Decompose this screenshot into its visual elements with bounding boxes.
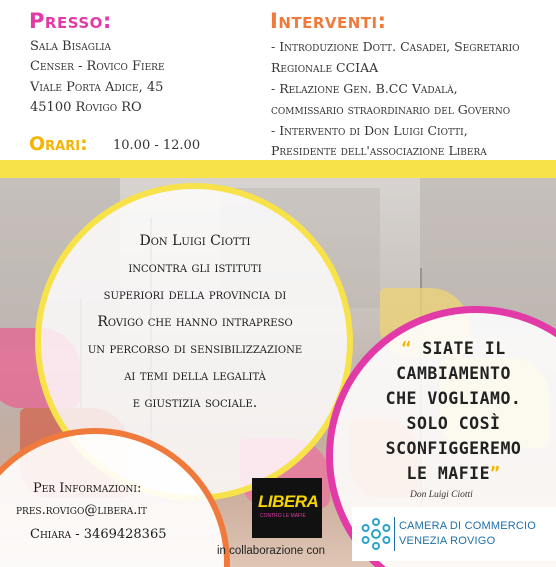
info-heading: Per Informazioni:	[33, 481, 142, 496]
contact-email[interactable]: pres.rovigo@libera.it	[16, 503, 148, 518]
orari-time: 10.00 - 12.00	[113, 138, 201, 153]
chamber-emblem-icon	[356, 514, 396, 554]
quote-close-mark: ”	[490, 464, 501, 483]
interventi-line: Presidente dell'associazione Libera	[271, 143, 487, 158]
main-message-line: un percorso di sensibilizzazione	[87, 341, 303, 357]
libera-logo	[252, 478, 322, 538]
interventi-line: Regionale CCIAA	[271, 60, 379, 75]
quote-line: CHE VOGLIAMO.	[385, 389, 522, 408]
venue-name: Sala Bisaglia	[30, 39, 112, 54]
presso-heading: Presso:	[29, 9, 112, 33]
interventi-line: commissario straordinario del Governo	[271, 102, 511, 117]
quote-line: SCONFIGGEREMO	[385, 439, 522, 458]
quote-line: SOLO COSÌ	[406, 414, 501, 433]
quote-line: CAMBIAMENTO	[396, 364, 511, 383]
event-details-section	[0, 0, 556, 160]
interventi-line: - Intervento di Don Luigi Ciotti,	[271, 123, 468, 138]
interventi-line: - Relazione Gen. B.CC Vadalà,	[271, 81, 458, 96]
venue-street: Viale Porta Adice, 45	[30, 80, 164, 95]
main-message-line: incontra gli istituti	[128, 260, 262, 276]
venue-city: 45100 Rovigo RO	[30, 100, 142, 115]
interventi-line: - Introduzione Dott. Casadei, Segretario	[271, 39, 520, 54]
interventi-heading: Interventi:	[270, 9, 387, 33]
contact-phone[interactable]: Chiara - 3469428365	[30, 527, 167, 542]
main-message-line: e giustizia sociale.	[132, 395, 258, 411]
libera-logo-subtitle: CONTRO LE MAFIE	[260, 513, 306, 519]
collaboration-text: in collaborazione con	[217, 545, 326, 557]
quote-line: LE MAFIE	[406, 464, 491, 483]
quote-open-mark: “	[401, 339, 412, 358]
main-message-line: ai temi della legalità	[124, 368, 266, 384]
orari-heading: Orari:	[29, 133, 88, 155]
quote-block	[351, 336, 556, 486]
yellow-divider	[0, 160, 556, 178]
libera-logo-word: LIBERA	[258, 492, 319, 511]
main-message-line: Don Luigi Ciotti	[139, 233, 251, 249]
quote-author: Don Luigi Ciotti	[410, 490, 473, 500]
quote-line: SIATE IL	[422, 339, 506, 358]
main-message-line: Rovigo che hanno intrapreso	[97, 314, 293, 330]
main-message-line: superiori della provincia di	[103, 287, 287, 303]
chamber-name-line2: VENEZIA ROVIGO	[399, 535, 496, 547]
main-message	[60, 228, 330, 417]
venue-line: Censer - Rovico Fiere	[30, 59, 165, 74]
chamber-name-line1: CAMERA DI COMMERCIO	[399, 520, 537, 532]
chamber-of-commerce-logo	[352, 507, 556, 561]
